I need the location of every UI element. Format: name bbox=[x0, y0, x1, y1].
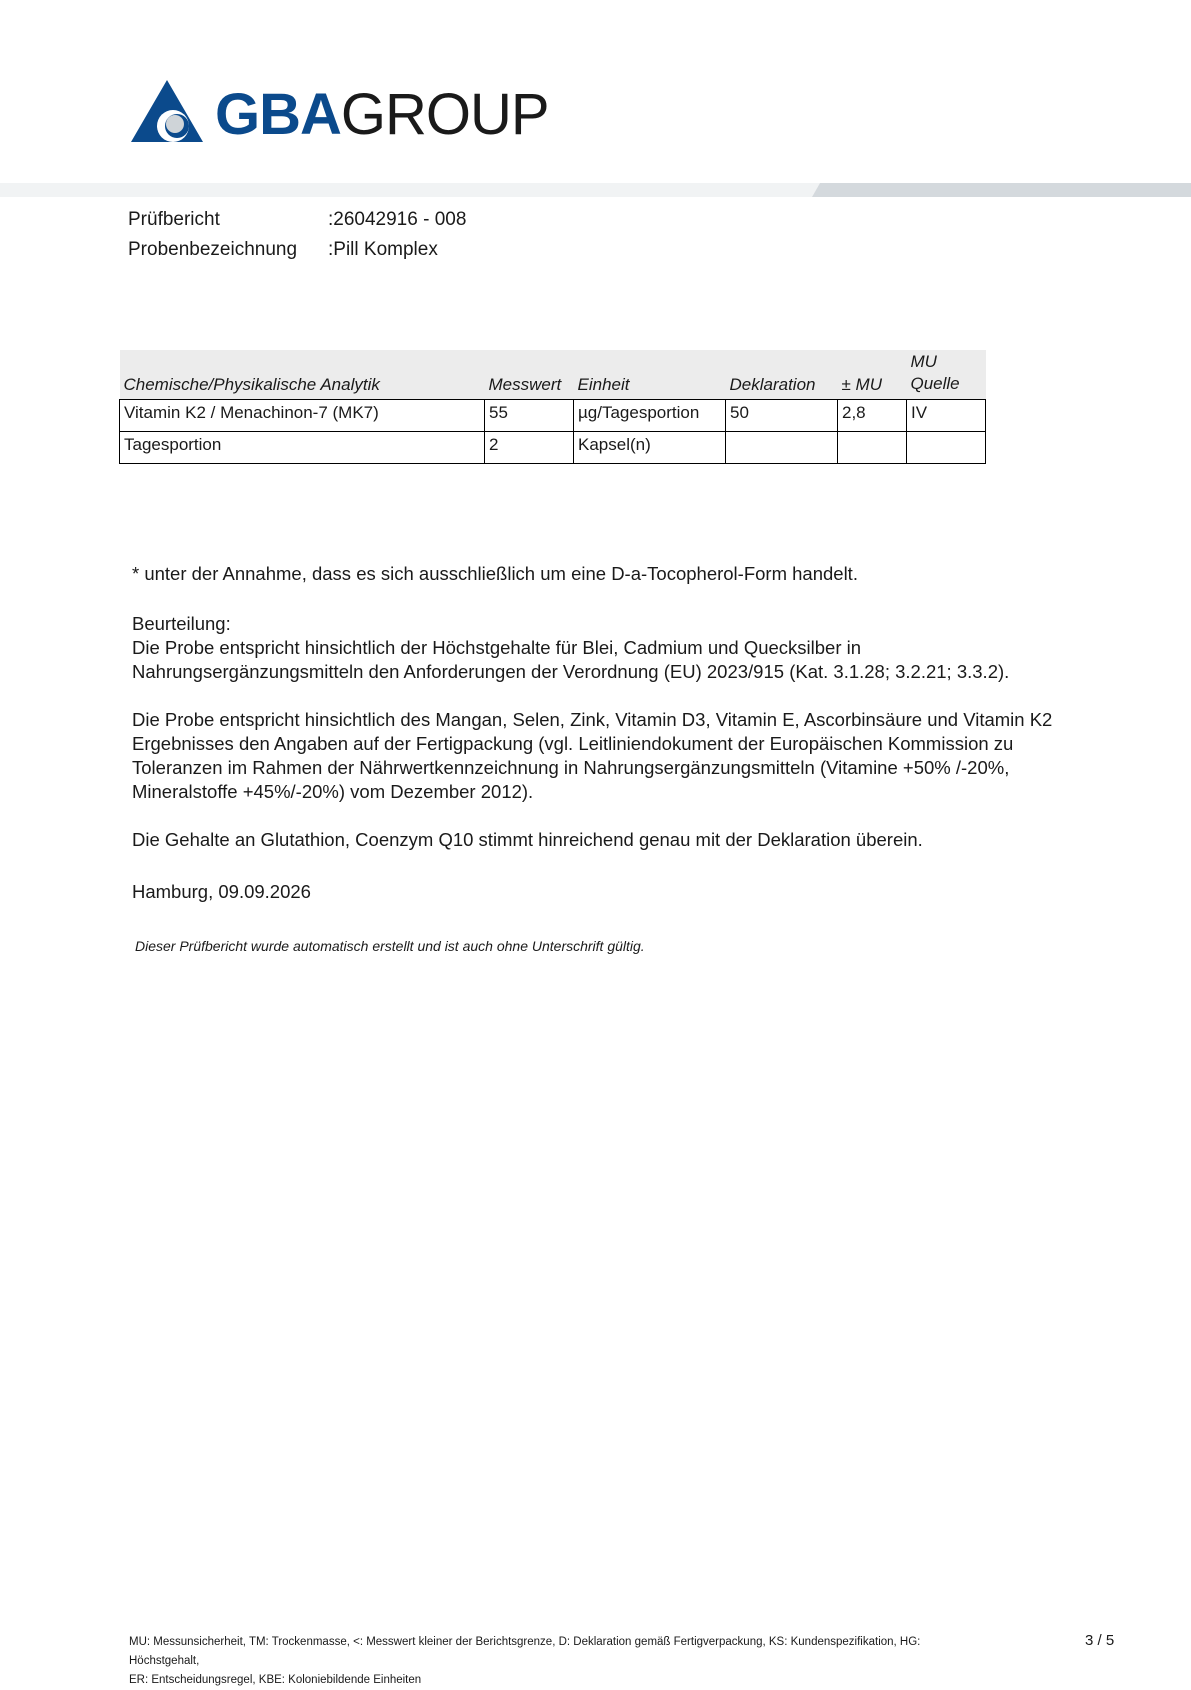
sample-value: :Pill Komplex bbox=[328, 239, 438, 260]
header-mu-source: MU Quelle bbox=[907, 350, 986, 400]
table-row bbox=[120, 400, 986, 432]
assessment-paragraph-3: Die Gehalte an Glutathion, Coenzym Q10 stimmt hinreichend genau mit der Deklaration überein. bbox=[132, 829, 923, 850]
report-value: :26042916 - 008 bbox=[328, 209, 467, 230]
footnote-text: * unter der Annahme, dass es sich ausschließlich um eine D-a-Tocopherol-Form handelt. bbox=[132, 563, 858, 584]
cell-analyte: Tagesportion bbox=[120, 432, 485, 464]
results-table bbox=[119, 350, 986, 464]
header-unit: Einheit bbox=[574, 350, 726, 400]
header-analytics: Chemische/Physikalische Analytik bbox=[120, 350, 485, 400]
cell-value: 2 bbox=[485, 432, 574, 464]
assessment-paragraph-1: Die Probe entspricht hinsichtlich der Höchstgehalte für Blei, Cadmium und Quecksilber in Nahrungsergänzungsmitteln den Anforderungen der Verordnung (EU) 2023/915 (Kat. 3.1.28; 3.2.21; 3.3.2). bbox=[132, 637, 1010, 682]
cell-analyte: Vitamin K2 / Menachinon-7 (MK7) bbox=[120, 400, 485, 432]
cell-declaration: 50 bbox=[726, 400, 838, 432]
logo-wordmark bbox=[215, 82, 549, 147]
cell-value: 55 bbox=[485, 400, 574, 432]
company-logo bbox=[131, 76, 549, 147]
auto-generated-note: Dieser Prüfbericht wurde automatisch erstellt und ist auch ohne Unterschrift gültig. bbox=[135, 938, 645, 954]
cell-mu-source bbox=[907, 432, 986, 464]
cell-mu bbox=[838, 432, 907, 464]
place-date: Hamburg, 09.09.2026 bbox=[132, 881, 311, 902]
gba-logo-icon bbox=[131, 80, 203, 142]
header-mu: ± MU bbox=[838, 350, 907, 400]
assessment-paragraph-2: Die Probe entspricht hinsichtlich des Mangan, Selen, Zink, Vitamin D3, Vitamin E, Ascorbinsäure und Vitamin K2 Ergebnisses den Angaben auf der Fertigpackung (vgl. Leitliniendokument der Europäischen Kommission zu Toleranzen im Rahmen der Nährwertkennzeichnung in Nahrungsergänzungsmitteln (Vitamine +50% /-20%, Mineralstoffe +45%/-20%) vom Dezember 2012). bbox=[132, 709, 1053, 802]
header-band bbox=[0, 183, 1191, 197]
header-measured-value: Messwert bbox=[485, 350, 574, 400]
logo-group: GROUP bbox=[340, 82, 549, 147]
logo-gba: GBA bbox=[215, 82, 341, 147]
page-number: 3 / 5 bbox=[1085, 1632, 1115, 1649]
assessment-heading: Beurteilung: bbox=[132, 613, 231, 634]
report-label: Prüfbericht bbox=[128, 209, 220, 230]
sample-label: Probenbezeichnung bbox=[128, 239, 298, 260]
header-declaration: Deklaration bbox=[726, 350, 838, 400]
cell-unit: µg/Tagesportion bbox=[574, 400, 726, 432]
footer-legend bbox=[129, 1633, 989, 1690]
table-header-row bbox=[120, 350, 986, 400]
cell-mu-source: IV bbox=[907, 400, 986, 432]
table-row bbox=[120, 432, 986, 464]
footer-legend-line-1: MU: Messunsicherheit, TM: Trockenmasse, <: Messwert kleiner der Berichtsgrenze, D: Deklaration gemäß Fertigverpackung, KS: Kundenspezifikation, HG: Höchstgehalt, bbox=[129, 1636, 921, 1667]
cell-mu: 2,8 bbox=[838, 400, 907, 432]
footer-legend-line-2: ER: Entscheidungsregel, KBE: Koloniebildende Einheiten bbox=[129, 1674, 422, 1686]
cell-declaration bbox=[726, 432, 838, 464]
cell-unit: Kapsel(n) bbox=[574, 432, 726, 464]
